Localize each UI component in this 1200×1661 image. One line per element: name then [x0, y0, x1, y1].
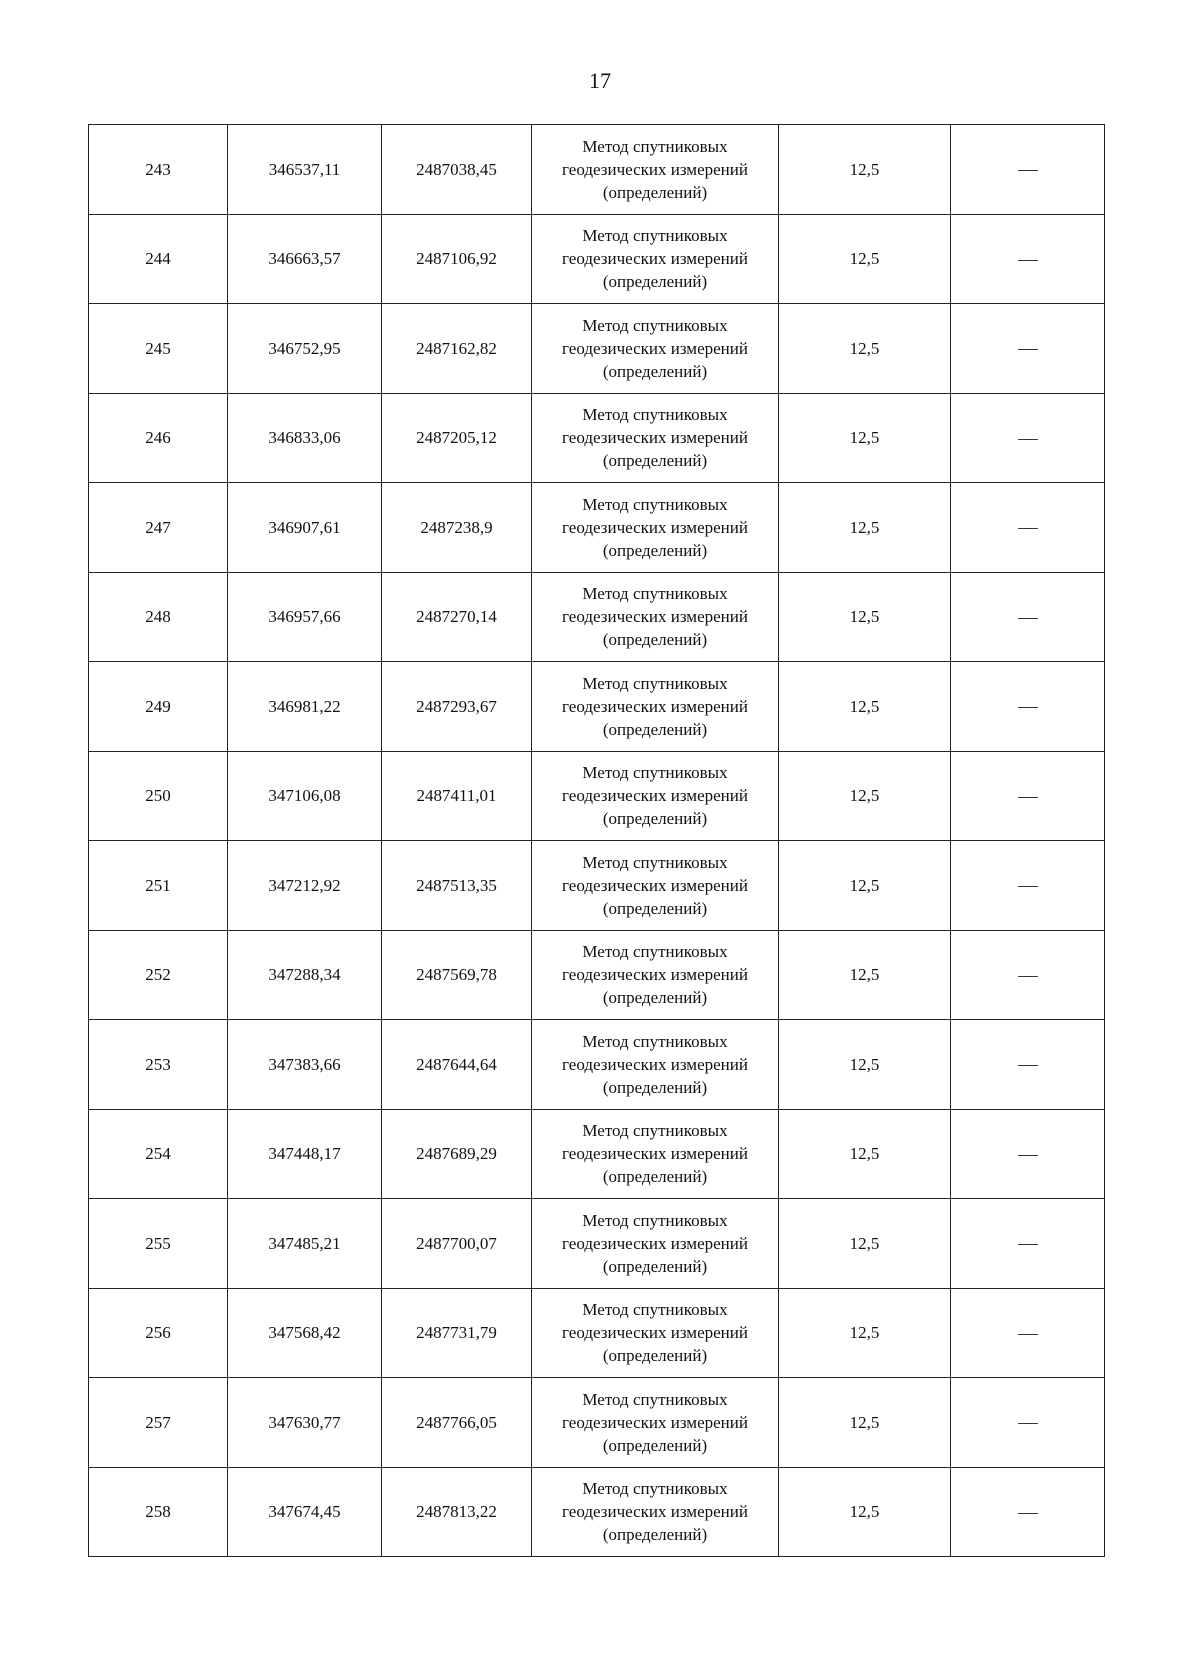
- point-number-cell: 246: [89, 393, 228, 483]
- method-line: Метод спутниковых: [582, 942, 728, 962]
- y-coordinate-cell: 2487813,22: [382, 1467, 532, 1557]
- dash-mark: [1018, 1065, 1038, 1066]
- method-line: геодезических измерений: [562, 607, 748, 627]
- table-row: [89, 1467, 1105, 1557]
- method-line: Метод спутниковых: [582, 405, 728, 425]
- note-cell: [951, 393, 1105, 483]
- point-number-cell: 257: [89, 1378, 228, 1468]
- point-number-cell: 258: [89, 1467, 228, 1557]
- dash-mark: [1018, 1244, 1038, 1245]
- dash-mark: [1018, 1423, 1038, 1424]
- accuracy-cell: 12,5: [779, 304, 951, 394]
- dash-mark: [1018, 349, 1038, 350]
- method-line: геодезических измерений: [562, 1502, 748, 1522]
- dash-mark: [1018, 1155, 1038, 1156]
- point-number-cell: 244: [89, 214, 228, 304]
- x-coordinate-cell: 346663,57: [228, 214, 382, 304]
- point-number-cell: 252: [89, 930, 228, 1020]
- method-line: (определений): [602, 182, 708, 202]
- table-row: [89, 1199, 1105, 1289]
- accuracy-cell: 12,5: [779, 751, 951, 841]
- dash-mark: [1018, 886, 1038, 887]
- accuracy-cell: 12,5: [779, 483, 951, 573]
- dash-mark: [1018, 170, 1038, 171]
- x-coordinate-cell: 346907,61: [228, 483, 382, 573]
- point-number-cell: 253: [89, 1020, 228, 1110]
- dash-mark: [1018, 260, 1038, 261]
- dash-mark: [1018, 1513, 1038, 1514]
- table-row: [89, 1020, 1105, 1110]
- dash-mark: [1018, 976, 1038, 977]
- method-line: Метод спутниковых: [582, 315, 728, 335]
- method-line: геодезических измерений: [562, 1412, 748, 1432]
- point-number-cell: 254: [89, 1109, 228, 1199]
- method-line: Метод спутниковых: [582, 763, 728, 783]
- table-row: [89, 214, 1105, 304]
- point-number-cell: 245: [89, 304, 228, 394]
- point-number-cell: 249: [89, 662, 228, 752]
- method-line: Метод спутниковых: [582, 852, 728, 872]
- method-cell: [532, 1288, 779, 1378]
- page-number: 17: [589, 68, 611, 93]
- y-coordinate-cell: 2487766,05: [382, 1378, 532, 1468]
- method-line: геодезических измерений: [562, 696, 748, 716]
- table-row: [89, 483, 1105, 573]
- accuracy-cell: 12,5: [779, 1109, 951, 1199]
- note-cell: [951, 751, 1105, 841]
- method-line: Метод спутниковых: [582, 584, 728, 604]
- method-cell: [532, 662, 779, 752]
- method-cell: [532, 1199, 779, 1289]
- x-coordinate-cell: 346833,06: [228, 393, 382, 483]
- note-cell: [951, 125, 1105, 215]
- coordinates-table: [88, 124, 1105, 1557]
- method-line: (определений): [602, 1167, 708, 1187]
- method-cell: [532, 1109, 779, 1199]
- table-row: [89, 1109, 1105, 1199]
- accuracy-cell: 12,5: [779, 1467, 951, 1557]
- method-line: Метод спутниковых: [582, 1300, 728, 1320]
- method-line: Метод спутниковых: [582, 226, 728, 246]
- y-coordinate-cell: 2487205,12: [382, 393, 532, 483]
- method-line: Метод спутниковых: [582, 1031, 728, 1051]
- method-line: геодезических измерений: [562, 875, 748, 895]
- y-coordinate-cell: 2487038,45: [382, 125, 532, 215]
- x-coordinate-cell: 346752,95: [228, 304, 382, 394]
- method-cell: [532, 930, 779, 1020]
- x-coordinate-cell: 346957,66: [228, 572, 382, 662]
- y-coordinate-cell: 2487270,14: [382, 572, 532, 662]
- method-line: (определений): [602, 809, 708, 829]
- note-cell: [951, 1020, 1105, 1110]
- method-line: геодезических измерений: [562, 965, 748, 985]
- dash-mark: [1018, 797, 1038, 798]
- table-row: [89, 393, 1105, 483]
- point-number-cell: 256: [89, 1288, 228, 1378]
- method-line: (определений): [602, 1435, 708, 1455]
- method-line: Метод спутниковых: [582, 1121, 728, 1141]
- x-coordinate-cell: 347106,08: [228, 751, 382, 841]
- y-coordinate-cell: 2487238,9: [382, 483, 532, 573]
- note-cell: [951, 483, 1105, 573]
- table-row: [89, 930, 1105, 1020]
- method-line: геодезических измерений: [562, 159, 748, 179]
- table-row: [89, 841, 1105, 931]
- method-line: Метод спутниковых: [582, 1210, 728, 1230]
- method-line: геодезических измерений: [562, 1054, 748, 1074]
- method-line: (определений): [602, 988, 708, 1008]
- method-line: Метод спутниковых: [582, 1479, 728, 1499]
- method-line: (определений): [602, 361, 708, 381]
- method-line: геодезических измерений: [562, 249, 748, 269]
- method-line: (определений): [602, 540, 708, 560]
- y-coordinate-cell: 2487293,67: [382, 662, 532, 752]
- x-coordinate-cell: 347568,42: [228, 1288, 382, 1378]
- x-coordinate-cell: 347630,77: [228, 1378, 382, 1468]
- coordinates-table-body: [89, 125, 1105, 1557]
- method-cell: [532, 214, 779, 304]
- accuracy-cell: 12,5: [779, 572, 951, 662]
- table-row: [89, 572, 1105, 662]
- table-row: [89, 1378, 1105, 1468]
- accuracy-cell: 12,5: [779, 1199, 951, 1289]
- method-line: (определений): [602, 1077, 708, 1097]
- note-cell: [951, 1378, 1105, 1468]
- method-cell: [532, 1467, 779, 1557]
- accuracy-cell: 12,5: [779, 1288, 951, 1378]
- y-coordinate-cell: 2487569,78: [382, 930, 532, 1020]
- y-coordinate-cell: 2487644,64: [382, 1020, 532, 1110]
- dash-mark: [1018, 618, 1038, 619]
- method-cell: [532, 125, 779, 215]
- y-coordinate-cell: 2487700,07: [382, 1199, 532, 1289]
- note-cell: [951, 841, 1105, 931]
- note-cell: [951, 930, 1105, 1020]
- accuracy-cell: 12,5: [779, 662, 951, 752]
- note-cell: [951, 572, 1105, 662]
- accuracy-cell: 12,5: [779, 841, 951, 931]
- accuracy-cell: 12,5: [779, 214, 951, 304]
- note-cell: [951, 1109, 1105, 1199]
- x-coordinate-cell: 347212,92: [228, 841, 382, 931]
- y-coordinate-cell: 2487731,79: [382, 1288, 532, 1378]
- method-cell: [532, 572, 779, 662]
- accuracy-cell: 12,5: [779, 125, 951, 215]
- method-line: геодезических измерений: [562, 1144, 748, 1164]
- table-row: [89, 125, 1105, 215]
- x-coordinate-cell: 347383,66: [228, 1020, 382, 1110]
- method-cell: [532, 483, 779, 573]
- note-cell: [951, 1199, 1105, 1289]
- y-coordinate-cell: 2487411,01: [382, 751, 532, 841]
- dash-mark: [1018, 528, 1038, 529]
- method-line: геодезических измерений: [562, 786, 748, 806]
- point-number-cell: 248: [89, 572, 228, 662]
- method-line: (определений): [602, 630, 708, 650]
- method-line: Метод спутниковых: [582, 673, 728, 693]
- point-number-cell: 247: [89, 483, 228, 573]
- note-cell: [951, 214, 1105, 304]
- method-line: (определений): [602, 1346, 708, 1366]
- method-line: геодезических измерений: [562, 428, 748, 448]
- method-line: (определений): [602, 1525, 708, 1545]
- dash-mark: [1018, 439, 1038, 440]
- accuracy-cell: 12,5: [779, 1378, 951, 1468]
- point-number-cell: 243: [89, 125, 228, 215]
- x-coordinate-cell: 347674,45: [228, 1467, 382, 1557]
- x-coordinate-cell: 347448,17: [228, 1109, 382, 1199]
- method-line: Метод спутниковых: [582, 494, 728, 514]
- note-cell: [951, 662, 1105, 752]
- dash-mark: [1018, 707, 1038, 708]
- table-row: [89, 1288, 1105, 1378]
- method-line: (определений): [602, 719, 708, 739]
- method-line: геодезических измерений: [562, 517, 748, 537]
- dash-mark: [1018, 1334, 1038, 1335]
- y-coordinate-cell: 2487689,29: [382, 1109, 532, 1199]
- method-cell: [532, 1020, 779, 1110]
- method-cell: [532, 304, 779, 394]
- method-line: Метод спутниковых: [582, 136, 728, 156]
- point-number-cell: 251: [89, 841, 228, 931]
- method-line: геодезических измерений: [562, 338, 748, 358]
- method-cell: [532, 751, 779, 841]
- table-row: [89, 662, 1105, 752]
- accuracy-cell: 12,5: [779, 930, 951, 1020]
- x-coordinate-cell: 347485,21: [228, 1199, 382, 1289]
- method-line: Метод спутниковых: [582, 1389, 728, 1409]
- point-number-cell: 250: [89, 751, 228, 841]
- y-coordinate-cell: 2487162,82: [382, 304, 532, 394]
- table-row: [89, 751, 1105, 841]
- method-line: геодезических измерений: [562, 1233, 748, 1253]
- x-coordinate-cell: 346981,22: [228, 662, 382, 752]
- note-cell: [951, 1467, 1105, 1557]
- note-cell: [951, 304, 1105, 394]
- y-coordinate-cell: 2487513,35: [382, 841, 532, 931]
- y-coordinate-cell: 2487106,92: [382, 214, 532, 304]
- method-line: (определений): [602, 1256, 708, 1276]
- method-cell: [532, 1378, 779, 1468]
- accuracy-cell: 12,5: [779, 1020, 951, 1110]
- note-cell: [951, 1288, 1105, 1378]
- method-line: (определений): [602, 272, 708, 292]
- table-row: [89, 304, 1105, 394]
- x-coordinate-cell: 346537,11: [228, 125, 382, 215]
- method-line: (определений): [602, 898, 708, 918]
- method-cell: [532, 841, 779, 931]
- accuracy-cell: 12,5: [779, 393, 951, 483]
- method-line: геодезических измерений: [562, 1323, 748, 1343]
- method-line: (определений): [602, 451, 708, 471]
- x-coordinate-cell: 347288,34: [228, 930, 382, 1020]
- method-cell: [532, 393, 779, 483]
- point-number-cell: 255: [89, 1199, 228, 1289]
